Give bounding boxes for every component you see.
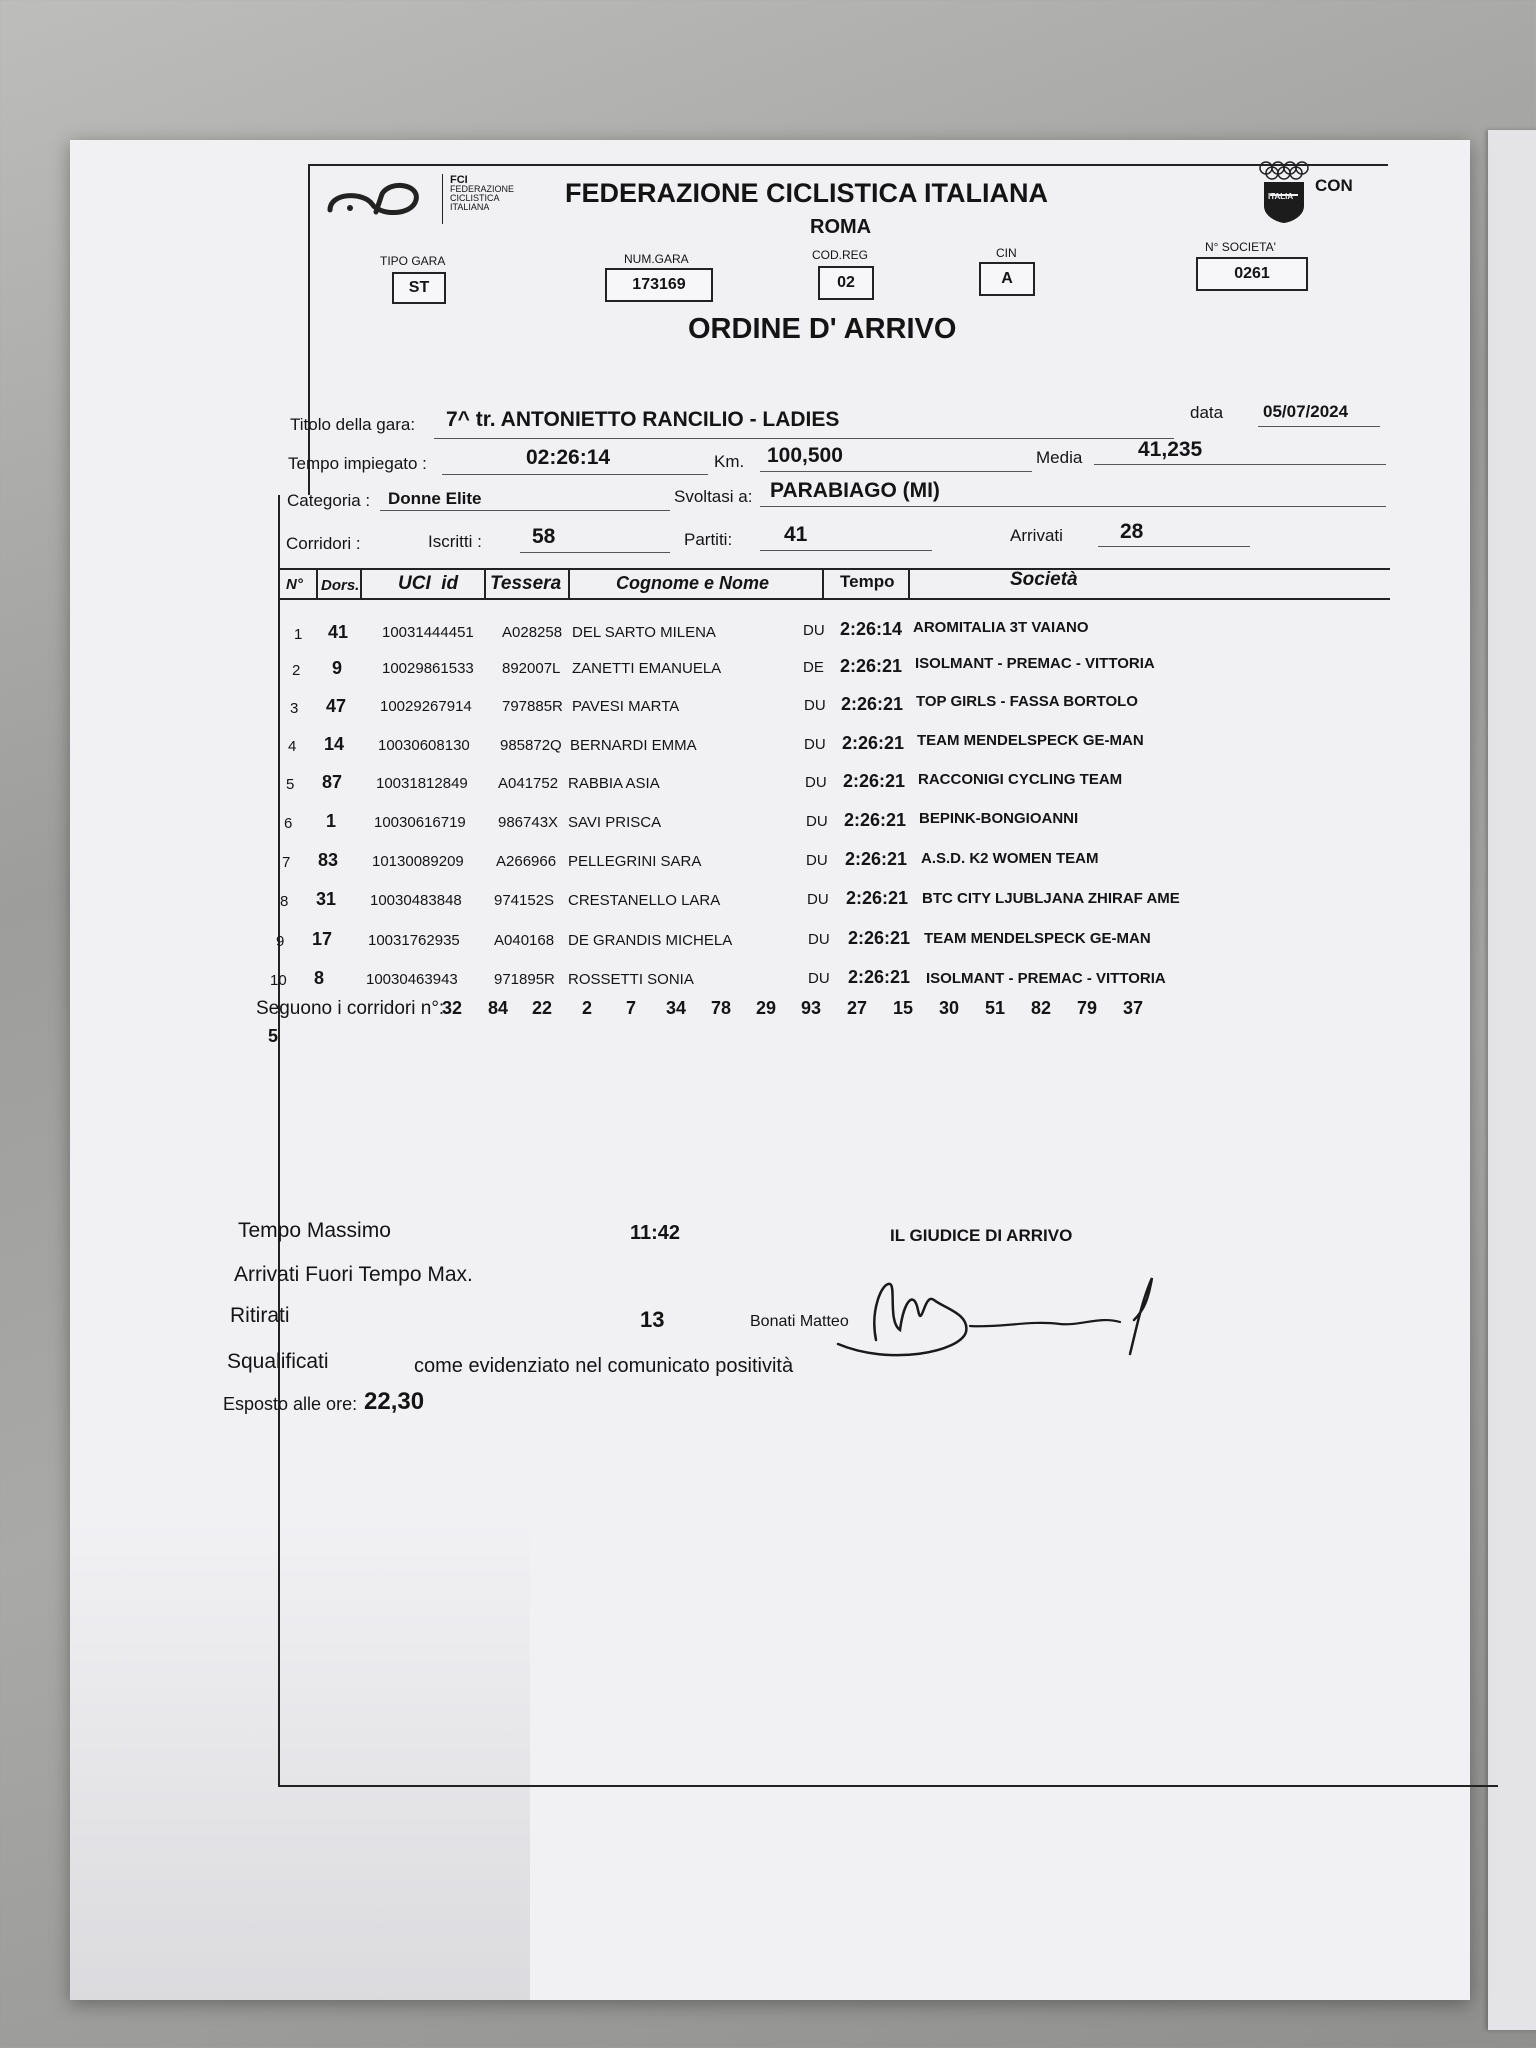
col-header-societa: Società (1010, 569, 1078, 590)
row-tempo: 2:26:21 (840, 656, 903, 676)
seguono-number: 5 (268, 1026, 279, 1046)
row-cat: DE (803, 659, 824, 676)
col-divider-1 (316, 570, 318, 598)
col-header-uci: UCI id (398, 573, 459, 594)
seguono-number: 29 (756, 998, 777, 1018)
row-uci: 10029267914 (380, 698, 472, 715)
row-dors: 87 (322, 772, 343, 792)
frame-top-line (308, 164, 1388, 166)
federation-city: ROMA (810, 216, 872, 238)
row-uci: 10031444451 (382, 624, 474, 641)
row-uci: 10030608130 (378, 737, 470, 754)
row-uci: 10030483848 (370, 892, 462, 909)
row-uci: 10031812849 (376, 775, 468, 792)
row-tessera: 986743X (498, 814, 559, 831)
row-societa: TEAM MENDELSPECK GE-MAN (917, 732, 1144, 749)
row-pos: 10 (270, 972, 287, 989)
row-dors: 1 (326, 811, 337, 831)
partiti-underline (760, 550, 932, 551)
table-header-bottom-line (280, 598, 1390, 600)
row-nome: PAVESI MARTA (572, 698, 680, 715)
ritirati-label: Ritirati (230, 1304, 290, 1327)
row-nome: DEL SARTO MILENA (572, 624, 716, 641)
document-title: ORDINE D' ARRIVO (688, 313, 957, 345)
row-tessera: A028258 (502, 624, 563, 641)
col-divider-3 (484, 570, 486, 598)
row-societa: BEPINK-BONGIOANNI (919, 810, 1079, 827)
fci-logo-icon (324, 172, 434, 224)
seguono-number: 82 (1031, 998, 1052, 1018)
logo-divider (442, 174, 443, 224)
row-societa: ISOLMANT - PREMAC - VITTORIA (926, 970, 1166, 987)
row-tessera: 974152S (494, 892, 555, 909)
seguono-number: 51 (985, 998, 1006, 1018)
row-nome: PELLEGRINI SARA (568, 853, 702, 870)
row-pos: 4 (288, 738, 297, 755)
tempo-impiegato-value: 02:26:14 (526, 446, 611, 469)
data-underline (1258, 426, 1380, 427)
row-dors: 47 (326, 696, 347, 716)
row-tessera: A266966 (496, 853, 557, 870)
iscritti-value: 58 (532, 525, 556, 548)
coni-label: CON (1315, 176, 1353, 195)
row-tessera: 892007L (502, 660, 561, 677)
table-header-top-line (280, 568, 1390, 570)
data-value: 05/07/2024 (1263, 402, 1349, 421)
olympic-rings-icon (1258, 160, 1310, 180)
iscritti-label: Iscritti : (428, 532, 482, 551)
fuori-tempo-label: Arrivati Fuori Tempo Max. (234, 1263, 473, 1286)
svolta-underline (760, 506, 1386, 507)
esposto-label: Esposto alle ore: (223, 1394, 358, 1414)
cin-label: CIN (996, 246, 1017, 260)
row-societa: BTC CITY LJUBLJANA ZHIRAF AME (922, 890, 1180, 907)
col-divider-6 (908, 570, 910, 598)
seguono-number: 15 (893, 998, 914, 1018)
row-pos: 9 (276, 933, 285, 950)
row-tempo: 2:26:21 (844, 810, 907, 830)
ritirati-value: 13 (640, 1307, 665, 1332)
tipo-gara-label: TIPO GARA (380, 254, 446, 268)
row-nome: ROSSETTI SONIA (568, 971, 694, 988)
iscritti-underline (520, 552, 670, 553)
seguono-number: 84 (488, 998, 509, 1018)
svolta-label: Svoltasi a: (674, 487, 753, 506)
row-cat: DU (808, 970, 830, 987)
seguono-label: Seguono i corridori n°: (256, 998, 445, 1019)
titolo-underline (434, 438, 1174, 439)
row-dors: 8 (314, 968, 325, 988)
cod-reg-box: 02 (818, 266, 874, 300)
media-underline (1094, 464, 1386, 465)
seguono-number: 27 (847, 998, 868, 1018)
data-label: data (1190, 403, 1224, 422)
row-dors: 9 (332, 658, 343, 678)
row-cat: DU (805, 774, 827, 791)
row-tempo: 2:26:21 (848, 967, 911, 987)
col-header-nome: Cognome e Nome (616, 573, 770, 593)
row-nome: DE GRANDIS MICHELA (568, 932, 733, 949)
seguono-number: 79 (1077, 998, 1098, 1018)
row-uci: 10029861533 (382, 660, 474, 677)
row-dors: 31 (316, 889, 337, 909)
row-pos: 8 (280, 893, 289, 910)
tempo-massimo-value: 11:42 (630, 1222, 681, 1244)
row-cat: DU (804, 697, 826, 714)
paper-shadow (70, 1520, 530, 2000)
arrivati-underline (1098, 546, 1250, 547)
row-nome: CRESTANELLO LARA (568, 892, 721, 909)
fci-logo-text: FCI FEDERAZIONE CICLISTICA ITALIANA (450, 174, 515, 212)
tipo-gara-box: ST (392, 272, 446, 304)
coni-shield-icon (1262, 180, 1306, 224)
col-header-pos: N° (286, 576, 303, 593)
km-underline (760, 471, 1032, 472)
seguono-number: 7 (626, 998, 637, 1018)
seguono-number: 30 (939, 998, 960, 1018)
row-pos: 7 (282, 854, 291, 871)
row-cat: DU (808, 931, 830, 948)
media-value: 41,235 (1138, 438, 1203, 461)
cin-box: A (979, 262, 1035, 296)
row-societa: TEAM MENDELSPECK GE-MAN (924, 930, 1151, 947)
media-label: Media (1036, 448, 1083, 467)
row-societa: TOP GIRLS - FASSA BORTOLO (916, 693, 1138, 710)
frame-bottom-line (278, 1785, 1498, 1787)
giudice-nome: Bonati Matteo (750, 1313, 849, 1330)
row-tempo: 2:26:14 (840, 619, 903, 639)
tempo-impiegato-label: Tempo impiegato : (288, 454, 427, 473)
row-societa: ISOLMANT - PREMAC - VITTORIA (915, 655, 1155, 672)
row-tessera: A040168 (494, 932, 555, 949)
col-divider-4 (568, 570, 570, 598)
row-nome: BERNARDI EMMA (570, 737, 697, 754)
col-divider-5 (822, 570, 824, 598)
societa-box: 0261 (1196, 257, 1308, 291)
seguono-number: 78 (711, 998, 732, 1018)
row-tempo: 2:26:21 (843, 771, 906, 791)
seguono-number: 22 (532, 998, 553, 1018)
tempo-underline (442, 474, 708, 475)
signature-icon (830, 1270, 1160, 1370)
row-pos: 1 (294, 626, 303, 643)
km-value: 100,500 (767, 444, 843, 467)
row-tempo: 2:26:21 (846, 888, 909, 908)
seguono-number: 32 (442, 998, 463, 1018)
categoria-label: Categoria : (287, 491, 371, 510)
col-divider-2 (360, 570, 362, 598)
row-tessera: 985872Q (500, 737, 562, 754)
row-pos: 5 (286, 776, 295, 793)
row-dors: 14 (324, 734, 345, 754)
row-societa: RACCONIGI CYCLING TEAM (918, 771, 1123, 788)
row-societa: AROMITALIA 3T VAIANO (913, 619, 1089, 636)
frame-left-line-lower (278, 495, 280, 1785)
partiti-value: 41 (784, 523, 808, 546)
giudice-label: IL GIUDICE DI ARRIVO (890, 1226, 1073, 1245)
col-header-tessera: Tessera (490, 573, 562, 594)
adjacent-sheet-edge (1488, 130, 1536, 2030)
col-header-dors: Dors. (321, 577, 360, 594)
corridori-label: Corridori : (286, 534, 361, 553)
seguono-number: 2 (582, 998, 593, 1018)
arrivati-label: Arrivati (1010, 526, 1063, 545)
federation-title: FEDERAZIONE CICLISTICA ITALIANA (565, 178, 1048, 208)
cod-reg-label: COD.REG (812, 248, 869, 262)
row-tempo: 2:26:21 (845, 849, 908, 869)
row-dors: 83 (318, 850, 339, 870)
row-nome: ZANETTI EMANUELA (572, 660, 722, 677)
societa-label: N° SOCIETA' (1205, 240, 1276, 254)
row-nome: RABBIA ASIA (568, 775, 660, 792)
km-label: Km. (714, 452, 745, 471)
esposto-value: 22,30 (364, 1388, 425, 1415)
titolo-value: 7^ tr. ANTONIETTO RANCILIO - LADIES (446, 408, 840, 431)
row-uci: 10030616719 (374, 814, 466, 831)
tempo-massimo-label: Tempo Massimo (238, 1219, 391, 1242)
row-cat: DU (807, 891, 829, 908)
row-cat: DU (806, 852, 828, 869)
squalificati-value: come evidenziato nel comunicato positività (414, 1355, 794, 1377)
results-sheet (70, 140, 1470, 2000)
row-cat: DU (806, 813, 828, 830)
row-tempo: 2:26:21 (848, 928, 911, 948)
num-gara-box: 173169 (605, 268, 713, 302)
row-cat: DU (803, 622, 825, 639)
row-uci: 10130089209 (372, 853, 464, 870)
categoria-underline (380, 510, 670, 511)
row-tempo: 2:26:21 (841, 694, 904, 714)
row-tessera: 971895R (494, 971, 555, 988)
coni-italia-text: ITALIA (1268, 192, 1294, 201)
row-pos: 3 (290, 700, 299, 717)
row-tessera: 797885R (502, 698, 563, 715)
row-uci: 10030463943 (366, 971, 458, 988)
row-societa: A.S.D. K2 WOMEN TEAM (921, 850, 1099, 867)
row-tessera: A041752 (498, 775, 559, 792)
svolta-value: PARABIAGO (MI) (770, 479, 940, 502)
row-tempo: 2:26:21 (842, 733, 905, 753)
squalificati-label: Squalificati (227, 1350, 329, 1373)
seguono-number: 34 (666, 998, 687, 1018)
row-cat: DU (804, 736, 826, 753)
row-dors: 17 (312, 929, 333, 949)
seguono-number: 93 (801, 998, 822, 1018)
seguono-number: 37 (1123, 998, 1144, 1018)
row-pos: 2 (292, 662, 301, 679)
row-uci: 10031762935 (368, 932, 460, 949)
row-dors: 41 (328, 622, 349, 642)
frame-left-line (308, 165, 310, 495)
col-header-tempo: Tempo (840, 572, 895, 591)
arrivati-value: 28 (1120, 520, 1144, 543)
partiti-label: Partiti: (684, 530, 733, 549)
titolo-label: Titolo della gara: (290, 415, 416, 434)
row-nome: SAVI PRISCA (568, 814, 662, 831)
row-pos: 6 (284, 815, 293, 832)
num-gara-label: NUM.GARA (624, 252, 689, 266)
categoria-value: Donne Elite (388, 489, 482, 508)
